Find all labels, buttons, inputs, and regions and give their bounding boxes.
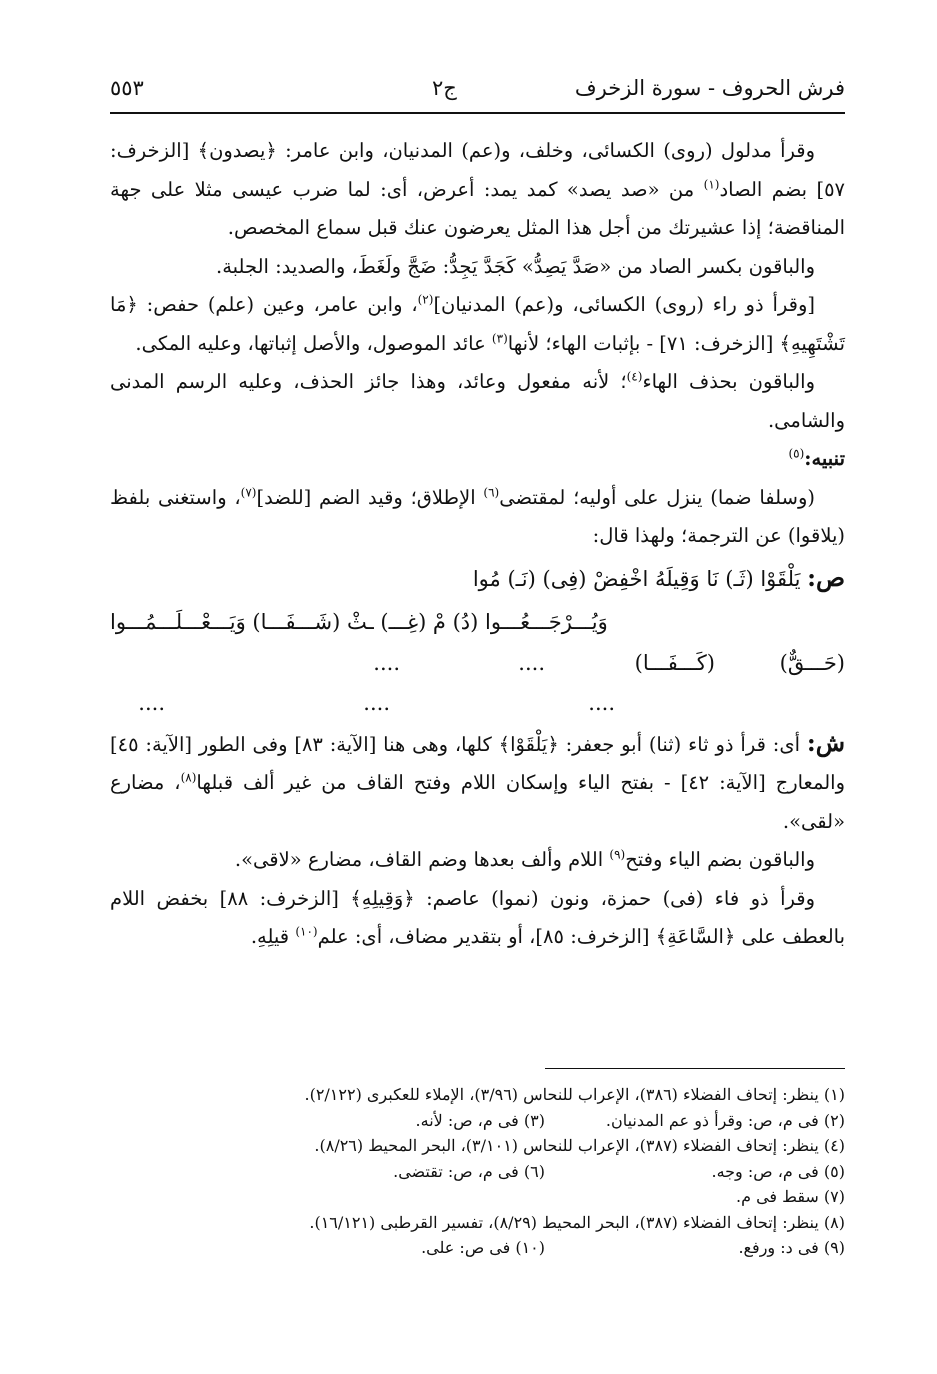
header-rule xyxy=(110,112,845,114)
footnote: (٤) ينظر: إتحاف الفضلاء (٣٨٧)، الإعراب للنحاس (٣/١٠١)، البحر المحيط (٨/٢٦). xyxy=(314,1136,845,1155)
footnote: (١) ينظر: إتحاف الفضلاء (٣٨٦)، الإعراب للنحاس (٣/٩٦)، الإملاء للعكبرى (٢/١٢٢). xyxy=(304,1085,845,1104)
main-text xyxy=(110,132,845,957)
header-title: فرش الحروف - سورة الزخرف xyxy=(574,76,845,100)
verse-line: ص: يَلْقَوْا (ثَـ) نَا وَقِيلَهُ اخْفِضْ (فِى) (نَـ) مُوا xyxy=(472,562,845,592)
paragraph: وقرأ مدلول (روى) الكسائى، وخلف، و(عم) المدنيان، وابن عامر: ﴿يصدون﴾ [الزخرف: ٥٧] بضم الصاد$^{(١)}$ من «صد يصد» كمد يمد: أعرض، أى: لما ضرب عيسى مثلا على جهة المناقضة؛ إذا عشيرتك من أجل هذا المثل يعرضون عنك قبل سماع المخصص. xyxy=(110,139,846,239)
paragraph: [وقرأ ذو راء (روى) الكسائى، و(عم) المدنيان]$^{(٢)}$، وابن عامر، وعين (علم) حفص: ﴿مَا تَشْتَهِيهِ﴾ [الزخرف: ٧١] - بإثبات الهاء؛ لأنها$^{(٣)}$ عائد الموصول، والأصل إثباتها، وعليه المكى. xyxy=(110,292,845,355)
header-page-number: ٥٥٣ xyxy=(110,76,144,100)
paragraph: ش: أى: قرأ ذو ثاء (ثنا) أبو جعفر: ﴿يَلْقَوْا﴾ كلها، وهى هنا [الآية: ٨٣] وفى الطور [الآية: ٤٥] والمعارج [الآية: ٤٢] - بفتح الياء وإسكان اللام وفتح القاف من غير ألف قبلها$^{(٨)}$، مضارع «لقى». xyxy=(110,727,846,833)
verse-line: وَيُـــرْجَـــعُـــوا (دُ) مْ (غِـــ) ـثْ (شَـــفَـــا) وَيَـــعْـــلَـــمُـــوا xyxy=(110,609,608,634)
footnote: (٥) فى م، ص: وجه. (٦) فى م، ص: تقتضى. xyxy=(393,1161,845,1181)
footnote: (٧) سقط فى م. xyxy=(735,1187,845,1206)
paragraph: والباقون بكسر الصاد من «صَدَّ يَصِدُّ» كَجَدَّ يَجِدُّ: ضَجَّ ولَغَطَ، والصديد: الجلبة. xyxy=(216,254,815,278)
footnote-ref: (٦) xyxy=(483,485,500,499)
footnote-ref: (٥) xyxy=(788,446,805,461)
footnote-ref: (٩) xyxy=(609,847,626,862)
footnote-ref: (١٠) xyxy=(295,924,318,939)
header-volume: ج٢ xyxy=(432,76,457,100)
running-header xyxy=(110,76,845,110)
footnote-separator xyxy=(545,1068,845,1069)
sharh-label: ش: xyxy=(806,727,845,757)
paragraph: (وسلفا ضما) ينزل على أوليه؛ لمقتضى$^{(٦)}$ الإطلاق؛ وقيد الضم [للضد]$^{(٧)}$، واستغنى بلفظ (يلاقوا) عن الترجمة؛ ولهذا قال: xyxy=(110,485,845,547)
verse-line: (حَـــقٌّ) (كَـــفَـــا) .... .... xyxy=(373,650,845,675)
footnotes xyxy=(110,1082,845,1261)
paragraph: والباقون بحذف الهاء$^{(٤)}$؛ لأنه مفعول وعائد، وهذا جائز الحذف، وعليه الرسم المدنى والشامى. xyxy=(110,369,845,432)
footnote: (٨) ينظر: إتحاف الفضلاء (٣٨٧)، البحر المحيط (٨/٢٩)، تفسير القرطبى (١٦/١٢١). xyxy=(309,1212,845,1232)
footnote-ref: (٤) xyxy=(626,369,643,384)
footnote: (٩) فى د: ورفع. (١٠) فى ص: على. xyxy=(421,1238,845,1257)
footnote-ref: (١) xyxy=(703,177,720,191)
paragraph: والباقون بضم الياء وفتح$^{(٩)}$ اللام وألف بعدها وضم القاف، مضارع «لاقى». xyxy=(234,847,815,871)
footnote-ref: (٧) xyxy=(240,485,257,499)
tanbih-heading: تنبيه:$^{(٥)}$ xyxy=(788,446,845,470)
paragraph: وقرأ ذو فاء (فى) حمزة، ونون (نموا) عاصم: ﴿وَقِيلِهِ﴾ [الزخرف: ٨٨] بخفض اللام بالعطف على ﴿السَّاعَةِ﴾ [الزخرف: ٨٥]، أو بتقدير مضاف، أى: علم$^{(١٠)}$ قيلِهِ. xyxy=(110,886,845,948)
footnote-ref: (٢) xyxy=(417,292,434,307)
footnote: (٢) فى م، ص: وقرأ ذو عم المدنيان. (٣) فى م، ص: لأنه. xyxy=(415,1110,845,1130)
footnote-ref: (٨) xyxy=(180,770,197,785)
verse-line: .... .... .... xyxy=(138,690,615,715)
verse-label: ص: xyxy=(807,562,845,592)
footnote-ref: (٣) xyxy=(491,331,508,345)
document-page xyxy=(110,0,845,1374)
